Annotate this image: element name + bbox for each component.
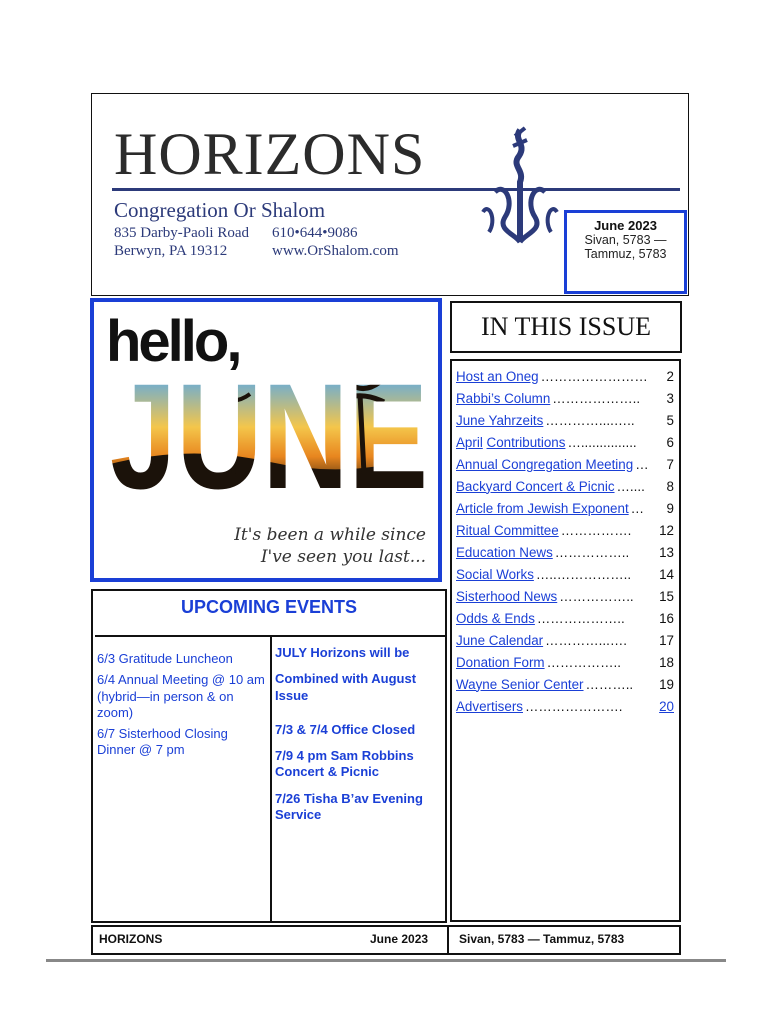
events-left-column <box>97 651 267 764</box>
event-item: 7/3 & 7/4 Office Closed <box>275 721 416 737</box>
column-divider <box>270 637 272 923</box>
toc-leader-dots: …………………. <box>524 698 623 714</box>
issue-date-box <box>564 210 687 294</box>
address-line-1: 835 Darby-Paoli Road <box>114 225 249 241</box>
toc-item[interactable] <box>456 607 674 629</box>
toc-item[interactable] <box>456 409 674 431</box>
toc-item[interactable] <box>456 519 674 541</box>
toc-leader-dots: …………….. <box>554 544 630 560</box>
toc-item-link[interactable]: Annual Congregation Meeting <box>456 456 634 472</box>
toc-item-link[interactable]: Social Works <box>456 566 534 582</box>
hebrew-date-line-1: Sivan, 5783 — <box>584 233 667 247</box>
footer-hebrew-date: Sivan, 5783 — Tammuz, 5783 <box>459 932 625 946</box>
toc-leader-dots: …………….. <box>559 588 634 604</box>
toc-page-number: 18 <box>659 654 674 670</box>
page-footer <box>91 925 681 955</box>
toc-item[interactable] <box>456 453 674 475</box>
event-item: 6/7 Sisterhood Closing Dinner @ 7 pm <box>97 726 228 758</box>
toc-item[interactable] <box>456 365 674 387</box>
toc-leader-dots: …............... <box>567 434 637 450</box>
toc-leader-dots: ……….. <box>585 676 634 692</box>
toc-item-link[interactable]: Backyard Concert & Picnic <box>456 478 615 494</box>
table-of-contents <box>450 359 681 922</box>
bottom-rule <box>46 959 726 962</box>
toc-page-number: 3 <box>666 390 674 406</box>
toc-item[interactable] <box>456 563 674 585</box>
toc-item-link[interactable]: June Calendar <box>456 632 544 648</box>
toc-list <box>456 365 674 717</box>
toc-item-link[interactable]: Ritual Committee <box>456 522 559 538</box>
toc-item[interactable] <box>456 431 674 453</box>
footer-divider <box>447 927 449 953</box>
toc-item-link[interactable]: Rabbi’s Column <box>456 390 551 406</box>
toc-leader-dots: …..…………….. <box>535 566 632 582</box>
toc-item-link[interactable]: Education News <box>456 544 553 560</box>
toc-item[interactable] <box>456 695 674 717</box>
menorah-logo-icon <box>475 122 565 262</box>
event-item: 7/26 Tisha B’av Evening Service <box>275 790 423 822</box>
toc-leader-dots: ….... <box>616 478 645 494</box>
toc-page-number: 7 <box>666 456 674 472</box>
toc-item[interactable] <box>456 541 674 563</box>
toc-page-number: 13 <box>659 544 674 560</box>
toc-item[interactable] <box>456 673 674 695</box>
event-item: JULY Horizons will be <box>275 645 410 660</box>
toc-item[interactable] <box>456 475 674 497</box>
toc-page-number: 2 <box>666 368 674 384</box>
toc-page-number: 5 <box>666 412 674 428</box>
toc-item-link[interactable]: Sisterhood News <box>456 588 558 604</box>
upcoming-events-title: UPCOMING EVENTS <box>180 597 358 617</box>
event-item: 7/9 4 pm Sam Robbins Concert & Picnic <box>275 748 414 780</box>
congregation-name: Congregation Or Shalom <box>114 198 326 222</box>
footer-title: HORIZONS <box>99 932 163 946</box>
toc-leader-dots: …………………… <box>540 368 648 384</box>
hebrew-date-line-2: Tammuz, 5783 <box>584 247 667 261</box>
toc-leader-dots: …………….. <box>546 654 621 670</box>
toc-item[interactable] <box>456 387 674 409</box>
upcoming-events-box <box>91 589 447 923</box>
script-line-2: I've seen you last... <box>260 547 426 568</box>
event-item: Combined with August Issue <box>275 671 417 703</box>
phone-number: 610•644•9086 <box>272 225 358 241</box>
toc-leader-dots: ……………….. <box>536 610 625 626</box>
hero-script-text <box>234 524 426 568</box>
june-sunset-lettering <box>110 374 428 492</box>
toc-item-link[interactable]: Contributions <box>486 434 566 450</box>
toc-item[interactable] <box>456 629 674 651</box>
hello-june-image <box>90 298 442 582</box>
toc-item[interactable] <box>456 497 674 519</box>
website: www.OrShalom.com <box>272 243 399 259</box>
issue-date: June 2023 <box>594 218 657 233</box>
in-this-issue-title: IN THIS ISSUE <box>481 312 651 341</box>
footer-date: June 2023 <box>370 932 429 946</box>
address-line-2: Berwyn, PA 19312 <box>114 243 228 259</box>
events-columns <box>95 635 445 925</box>
toc-page-number[interactable]: 20 <box>659 698 674 714</box>
events-right-column <box>275 645 440 833</box>
toc-leader-dots: ……………. <box>560 522 632 538</box>
event-item: 6/3 Gratitude Luncheon <box>97 651 233 666</box>
toc-leader-dots: …………...…. <box>545 632 627 648</box>
toc-page-number: 19 <box>659 676 674 692</box>
script-line-1: It's been a while since <box>234 525 426 545</box>
toc-page-number: 12 <box>659 522 674 538</box>
toc-page-number: 6 <box>666 434 674 450</box>
toc-item-link[interactable]: Donation Form <box>456 654 545 670</box>
event-item: 6/4 Annual Meeting @ 10 am (hybrid—in person & on zoom) <box>97 672 265 720</box>
toc-leader-dots: … <box>635 456 649 472</box>
toc-leader-dots: ……………….. <box>552 390 641 406</box>
masthead-rule <box>112 188 680 191</box>
toc-item-link[interactable]: June Yahrzeits <box>456 412 544 428</box>
toc-item-link[interactable]: Article from Jewish Exponent <box>456 500 629 516</box>
toc-page-number: 8 <box>666 478 674 494</box>
hello-text: hello, <box>106 309 240 374</box>
newsletter-title: HORIZONS <box>114 121 426 187</box>
toc-item-link[interactable]: Wayne Senior Center <box>456 676 584 692</box>
toc-page-number: 9 <box>666 500 674 516</box>
toc-page-number: 15 <box>659 588 674 604</box>
toc-page-number: 17 <box>659 632 674 648</box>
toc-leader-dots: … <box>630 500 645 516</box>
toc-item-link[interactable]: Host an Oneg <box>456 368 539 384</box>
toc-item[interactable] <box>456 651 674 673</box>
toc-item[interactable] <box>456 585 674 607</box>
masthead <box>91 93 689 296</box>
in-this-issue-header <box>450 301 682 353</box>
toc-page-number: 16 <box>659 610 674 626</box>
toc-item-link[interactable]: Odds & Ends <box>456 610 535 626</box>
toc-leader-dots: …………....….. <box>545 412 635 428</box>
toc-item-link[interactable]: April <box>456 434 483 450</box>
toc-item-link[interactable]: Advertisers <box>456 698 523 714</box>
toc-page-number: 14 <box>659 566 674 582</box>
